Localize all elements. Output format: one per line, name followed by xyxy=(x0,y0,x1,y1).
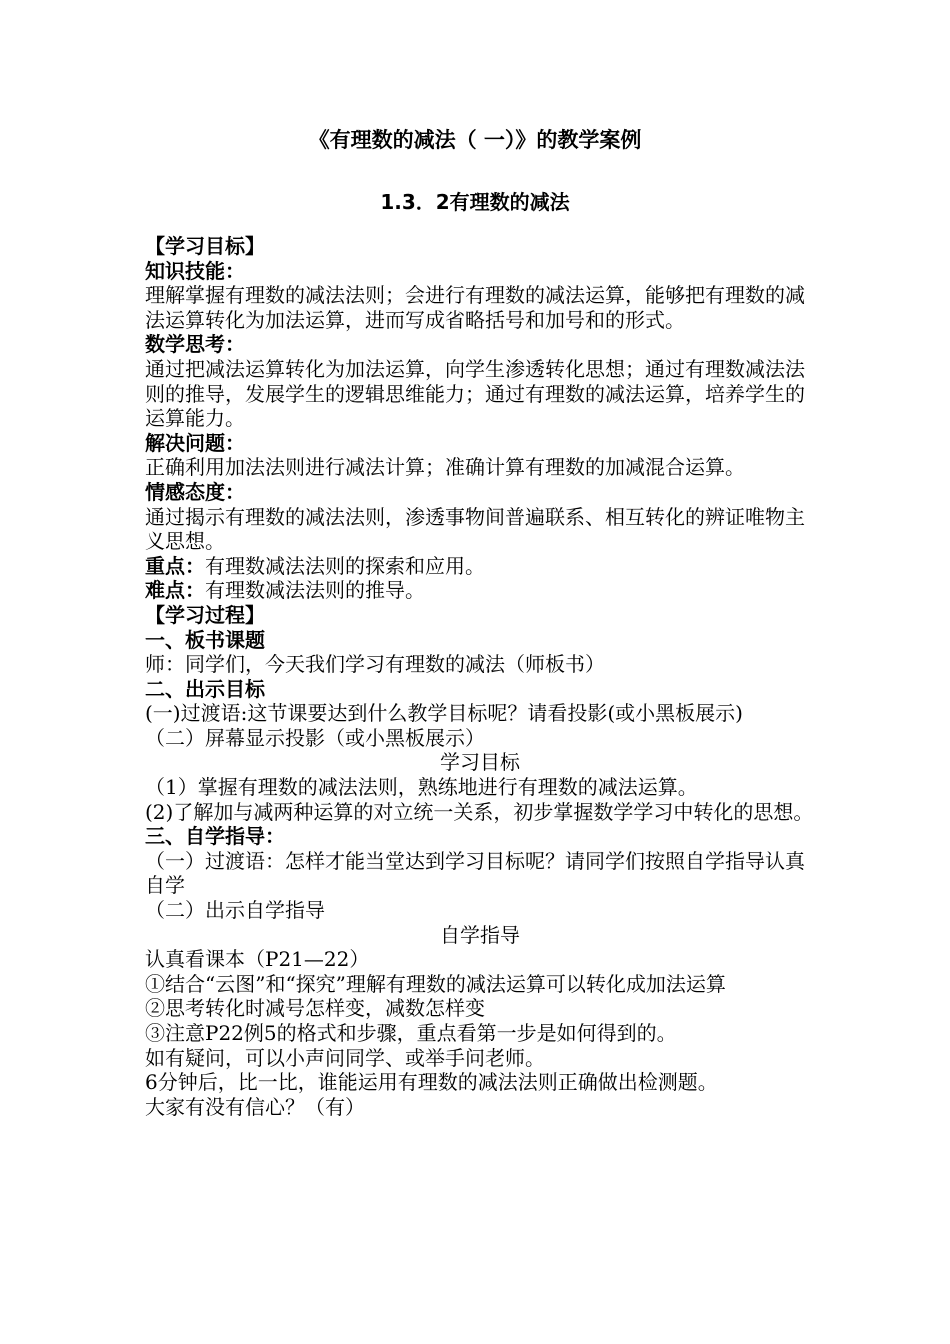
section1-heading: 一、板书课题 xyxy=(145,627,265,652)
section3-item2: （二）出示自学指导 xyxy=(145,898,325,923)
knowledge-heading: 知识技能： xyxy=(145,258,245,283)
key-point-label: 重点： xyxy=(145,553,205,578)
key-point-line xyxy=(145,554,815,579)
problem-solving-text: 正确利用加法法则进行减法计算；准确计算有理数的加减混合运算。 xyxy=(145,455,745,480)
guide-line-5: 如有疑问，可以小声问同学、或举手问老师。 xyxy=(145,1045,545,1070)
guide-line-3: ②思考转化时减号怎样变，减数怎样变 xyxy=(145,996,485,1021)
difficulty-label: 难点： xyxy=(145,578,205,603)
document-body xyxy=(145,234,815,1119)
process-heading: 【学习过程】 xyxy=(145,602,265,627)
guide-line-1: 认真看课本（P21—22） xyxy=(145,947,370,972)
guide-line-2: ①结合“云图”和“探究”理解有理数的减法运算可以转化成加法运算 xyxy=(145,971,726,996)
math-thinking-text: 通过把减法运算转化为加法运算，向学生渗透转化思想；通过有理数减法法则的推导，发展学生的逻辑思维能力；通过有理数的减法运算，培养学生的运算能力。 xyxy=(145,356,805,431)
section3-heading: 三、自学指导： xyxy=(145,824,285,849)
difficulty-line xyxy=(145,578,815,603)
goal-1: （1）掌握有理数的减法法则，熟练地进行有理数的减法运算。 xyxy=(145,775,698,800)
goals-box-title: 学习目标 xyxy=(440,750,520,775)
guide-line-6: 6分钟后，比一比，谁能运用有理数的减法法则正确做出检测题。 xyxy=(145,1070,718,1095)
difficulty-text: 有理数减法法则的推导。 xyxy=(205,578,425,603)
attitude-heading: 情感态度： xyxy=(145,479,245,504)
goal-2: (2)了解加与减两种运算的对立统一关系，初步掌握数学学习中转化的思想。 xyxy=(145,799,814,824)
section2-heading: 二、出示目标 xyxy=(145,676,265,701)
knowledge-text: 理解掌握有理数的减法法则；会进行有理数的减法运算，能够把有理数的减法运算转化为加法运算，进而写成省略括号和加号和的形式。 xyxy=(145,283,805,332)
guide-line-4: ③注意P22例5的格式和步骤，重点看第一步是如何得到的。 xyxy=(145,1021,677,1045)
section3-item1: （一）过渡语：怎样才能当堂达到学习目标呢？请同学们按照自学指导认真自学 xyxy=(145,848,805,898)
document-subtitle: 1.3．2有理数的减法 xyxy=(380,190,570,214)
attitude-text: 通过揭示有理数的减法法则，渗透事物间普遍联系、相互转化的辨证唯物主义思想。 xyxy=(145,504,805,554)
document-title: 《有理数的减法（ 一）》的教学案例 xyxy=(308,128,642,152)
learning-goals-heading: 【学习目标】 xyxy=(145,234,265,258)
section1-text: 师：同学们，今天我们学习有理数的减法（师板书） xyxy=(145,652,605,677)
guide-title: 自学指导 xyxy=(440,922,520,947)
problem-solving-heading: 解决问题： xyxy=(145,430,245,455)
math-thinking-heading: 数学思考： xyxy=(145,332,245,357)
section2-item1: (一)过渡语:这节课要达到什么教学目标呢？请看投影(或小黑板展示) xyxy=(145,701,743,726)
key-point-text: 有理数减法法则的探索和应用。 xyxy=(205,553,485,578)
guide-line-7: 大家有没有信心？（有） xyxy=(145,1094,365,1119)
section2-item2: （二）屏幕显示投影（或小黑板展示） xyxy=(145,725,485,750)
